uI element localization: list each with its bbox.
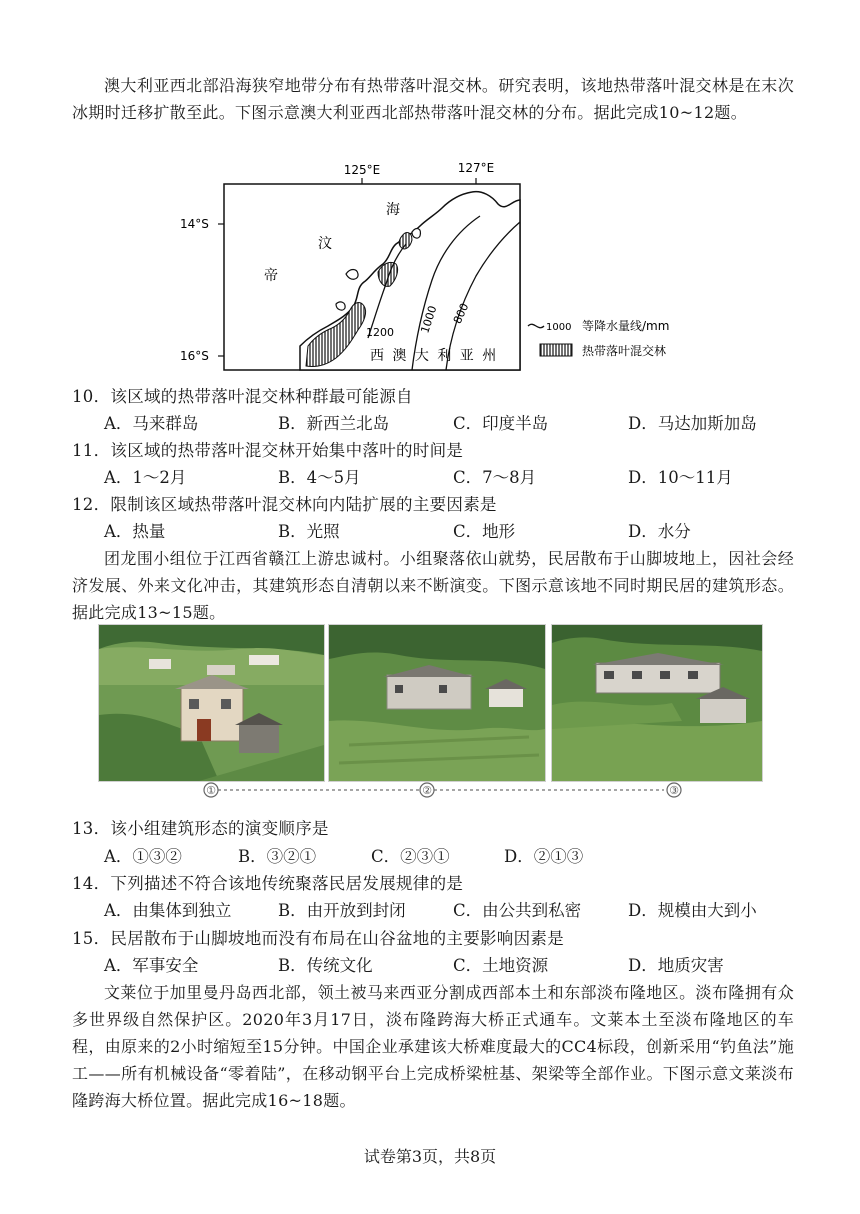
option-b: B．新西兰北岛 xyxy=(278,414,390,433)
legend-isohyet-label: 等降水量线/mm xyxy=(582,319,670,333)
option-d: D．地质灾害 xyxy=(628,956,724,975)
option-c: C．②③① xyxy=(371,847,450,866)
question-10-options xyxy=(104,410,804,437)
question-13-options xyxy=(104,843,804,870)
option-d: D．马达加斯加岛 xyxy=(628,414,757,433)
photo-timeline xyxy=(200,781,690,799)
lat-label-16s: 16°S xyxy=(180,349,209,363)
intro-paragraph-16-18: 文莱位于加里曼丹岛西北部，领土被马来西亚分割成西部本土和东部淡布隆地区。淡布隆拥有众多世界级自然保护区。2020年3月17日，淡布隆跨海大桥正式通车。文莱本土至淡布隆地区的车程，由原来的2小时缩短至15分钟。中国企业承建该大桥难度最大的CC4标段，创新采用“钓鱼法”施工——所有机械设备“零着陆”，在移动钢平台上完成桥梁桩基、架梁等全部作业。下图示意文莱淡布隆跨海大桥位置。据此完成16~18题。 xyxy=(72,983,794,1110)
legend-forest-swatch xyxy=(540,344,572,356)
isohyet-label-1000: 1000 xyxy=(418,304,440,335)
question-12: 12．限制该区域热带落叶混交林向内陆扩展的主要因素是 xyxy=(72,495,497,514)
question-11: 11．该区域的热带落叶混交林开始集中落叶的时间是 xyxy=(72,441,464,460)
option-d: D．水分 xyxy=(628,522,691,541)
question-14-options xyxy=(104,897,804,924)
option-c: C．地形 xyxy=(453,522,516,541)
question-13: 13．该小组建筑形态的演变顺序是 xyxy=(72,819,329,838)
sea-label-3: 海 xyxy=(386,202,400,218)
option-a: A．马来群岛 xyxy=(104,414,199,433)
marker-label-1: ① xyxy=(206,784,216,797)
region-label: 西 澳 大 利 亚 州 xyxy=(370,348,499,364)
intro-paragraph-10-12: 澳大利亚西北部沿海狭窄地带分布有热带落叶混交林。研究表明，该地热带落叶混交林是在末次冰期时迁移扩散至此。下图示意澳大利亚西北部热带落叶混交林的分布。据此完成10~12题。 xyxy=(72,76,794,122)
question-10: 10．该区域的热带落叶混交林种群最可能源自 xyxy=(72,387,413,406)
photo-3-dwelling xyxy=(551,624,763,782)
option-d: D．规模由大到小 xyxy=(628,901,757,920)
isohyet-label-800: 800 xyxy=(450,301,472,326)
option-a: A．1～2月 xyxy=(104,468,187,487)
option-b: B．由开放到封闭 xyxy=(278,901,406,920)
lon-label-127: 127°E xyxy=(457,161,495,175)
intro-paragraph-13-15: 团龙围小组位于江西省赣江上游忠诚村。小组聚落依山就势，民居散布于山脚坡地上，因社会经济发展、外来文化冲击，其建筑形态自清朝以来不断演变。下图示意该地不同时期民居的建筑形态。据此完成13~15题。 xyxy=(72,549,794,622)
option-c: C．印度半岛 xyxy=(453,414,549,433)
photo-1-dwelling xyxy=(98,624,325,782)
option-c: C．由公共到私密 xyxy=(453,901,582,920)
marker-label-2: ② xyxy=(422,784,432,797)
option-b: B．光照 xyxy=(278,522,340,541)
question-14: 14．下列描述不符合该地传统聚落民居发展规律的是 xyxy=(72,874,464,893)
option-a: A．由集体到独立 xyxy=(104,901,232,920)
isohyet-label-1200: 1200 xyxy=(366,326,394,339)
option-b: B．③②① xyxy=(238,847,317,866)
photo-2-dwelling xyxy=(328,624,546,782)
legend-forest-label: 热带落叶混交林 xyxy=(582,344,667,358)
option-d: D．②①③ xyxy=(504,847,584,866)
question-15: 15．民居散布于山脚坡地而没有布局在山谷盆地的主要影响因素是 xyxy=(72,929,564,948)
page-footer: 试卷第3页，共8页 xyxy=(363,1147,497,1166)
legend-isohyet-value: 1000 xyxy=(546,322,572,333)
australia-forest-map xyxy=(150,160,710,380)
marker-label-3: ③ xyxy=(669,784,679,797)
option-b: B．传统文化 xyxy=(278,956,373,975)
option-c: C．7～8月 xyxy=(453,468,537,487)
option-d: D．10～11月 xyxy=(628,468,733,487)
option-c: C．土地资源 xyxy=(453,956,549,975)
sea-label-2: 汶 xyxy=(318,236,332,252)
option-a: A．军事安全 xyxy=(104,956,199,975)
question-12-options xyxy=(104,518,804,545)
lon-label-125: 125°E xyxy=(343,163,381,177)
question-11-options xyxy=(104,464,804,491)
option-a: A．热量 xyxy=(104,522,166,541)
sea-label-1: 帝 xyxy=(264,268,278,284)
legend-isohyet-icon xyxy=(528,324,544,327)
lat-label-14s: 14°S xyxy=(180,217,209,231)
option-a: A．①③② xyxy=(104,847,182,866)
question-15-options xyxy=(104,952,804,979)
option-b: B．4～5月 xyxy=(278,468,361,487)
